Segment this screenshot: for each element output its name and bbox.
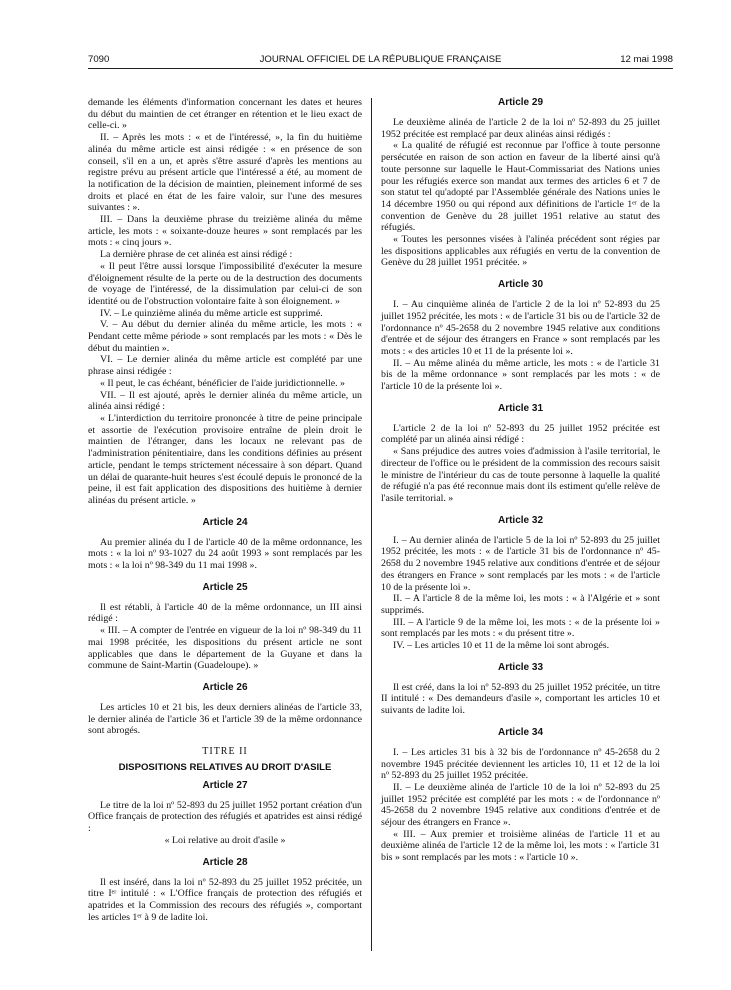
paragraph: Il est créé, dans la loi nº 52-893 du 25 juillet 1952 précitée, un titre II intitulé : « Des demandeurs d'asile », comportant les articles 10 et suivants de ladite loi. (381, 681, 660, 717)
paragraph: Il est inséré, dans la loi nº 52-893 du 25 juillet 1952 précitée, un titre Iᵉʳ intitulé : « L'Office français de protection des réfugiés et apatrides et la Commission des recours des réfugiés », comportant les articles 1ᵉʳ à 9 de ladite loi. (88, 876, 362, 923)
article-heading: Article 32 (497, 514, 544, 526)
paragraph: I. – Au dernier alinéa de l'article 5 de la loi nº 52-893 du 25 juillet 1952 précitée, les mots : « de l'article 31 bis de l'ordonnance nº 45-2658 du 2 novembre 1945 relative aux conditions d'entrée et de séjour des étrangers en France » sont remplacés par les mots : « de l'article 10 de la présente loi ». (381, 534, 660, 593)
paragraph: II. – Après les mots : « et de l'intéressé, », la fin du huitième alinéa du même article est ainsi rédigée : « en présence de son conseil, s'il en a un, et après s'être assuré d'après les mentions au registre prévu au présent article que l'intéressé a été, au moment de la notification de la décision de maintien, pleinement informé de ses droits et placé en état de les faire valoir, sur l'une des mesures suivantes : ». (88, 132, 362, 214)
paragraph: « Toutes les personnes visées à l'alinéa précédent sont régies par les dispositions applicables aux réfugiés en vertu de la convention de Genève du 28 juillet 1951 précitée. » (381, 234, 660, 269)
article-heading: Article 26 (202, 681, 248, 693)
paragraph: « Sans préjudice des autres voies d'admission à l'asile territorial, le directeur de l'office ou le président de la commission des recours saisit le ministre de l'intérieur du cas de toute personne à laquelle la qualité de réfugié n'a pas été reconnue mais dont ils estiment qu'elle relève de l'asile territorial. » (381, 446, 660, 504)
paragraph: IV. – Le quinzième alinéa du même article est supprimé. (100, 307, 323, 319)
paragraph: Le titre de la loi nº 52-893 du 25 juillet 1952 portant création d'un Office français de protection des réfugiés et apatrides est ainsi rédigé : (88, 799, 362, 835)
page-header (88, 54, 673, 68)
article-heading: Article 27 (202, 779, 248, 791)
paragraph: « La qualité de réfugié est reconnue par l'office à toute personne persécutée en raison de son action en faveur de la liberté ainsi qu'à toute personne sur laquelle le Haut-Commissariat des Nations unies pour les réfugiés exerce son mandat aux termes des articles 6 et 7 de son statut tel qu'adopté par l'Assemblée générale des Nations unies le 14 décembre 1950 ou qui répond aux définitions de l'article 1ᵉʳ de la convention de Genève du 28 juillet 1951 relative au statut des réfugiés. (381, 140, 660, 234)
right-column (381, 97, 660, 864)
article-heading: Article 25 (202, 581, 248, 593)
paragraph: « III. – A compter de l'entrée en vigueur de la loi nº 98-349 du 11 mai 1998 précitée, les dispositions du présent article ne sont applicables que dans le département de la Guyane et dans la commune de Saint-Martin (Guadeloupe). » (88, 625, 362, 672)
paragraph: « III. – Aux premier et troisième alinéas de l'article 11 et au deuxième alinéa de l'article 12 de la même loi, les mots : « l'article 31 bis » sont remplacés par les mots : « l'article 10 ». (381, 828, 660, 864)
paragraph: III. – Dans la deuxième phrase du treizième alinéa du même article, les mots : « soixante-douze heures » sont remplacés par les mots : « cinq jours ». (88, 214, 362, 249)
header-rule (88, 68, 673, 69)
article-heading: Article 24 (202, 516, 248, 528)
paragraph: VI. – Le dernier alinéa du même article est complété par une phrase ainsi rédigée : (88, 354, 362, 378)
journal-title: JOURNAL OFFICIEL DE LA RÉPUBLIQUE FRANÇAISE (259, 54, 502, 65)
paragraph: I. – Au cinquième alinéa de l'article 2 de la loi nº 52-893 du 25 juillet 1952 précitée, les mots : « de l'article 31 bis ou de l'article 32 de l'ordonnance nº 45-2658 du 2 novembre 1945 relative aux conditions d'entrée et de séjour des étrangers en France » sont remplacés par les mots : « des articles 10 et 11 de la présente loi ». (381, 299, 660, 357)
article-heading: Article 29 (497, 97, 544, 108)
article-heading: Article 33 (497, 661, 544, 673)
title-heading: TITRE II (202, 746, 248, 758)
paragraph: Au premier alinéa du I de l'article 40 de la même ordonnance, les mots : « la loi nº 93-1027 du 24 août 1993 » sont remplacés par les mots : « la loi nº 98-349 du 11 mai 1998 ». (88, 536, 362, 572)
paragraph: IV. – Les articles 10 et 11 de la même loi sont abrogés. (393, 640, 610, 652)
article-heading: Article 34 (497, 726, 544, 738)
paragraph: II. – A l'article 8 de la même loi, les mots : « à l'Algérie et » sont supprimés. (381, 593, 660, 616)
quoted-title: « Loi relative au droit d'asile » (164, 834, 286, 846)
article-heading: Article 31 (497, 402, 544, 414)
paragraph: Les articles 10 et 21 bis, les deux derniers alinéas de l'article 33, le dernier alinéa de l'article 36 et l'article 39 de la même ordonnance sont abrogés. (88, 701, 362, 737)
article-heading: Article 28 (202, 856, 248, 868)
paragraph: « L'interdiction du territoire prononcée à titre de peine principale et assortie de l'exécution provisoire entraîne de plein droit le maintien de l'étranger, dans les locaux ne relevant pas de l'administration pénitentiaire, dans les conditions définies au présent article, pendant le temps strictement nécessaire à son départ. Quand un délai de quarante-huit heures s'est écoulé depuis le prononcé de la peine, il est fait application des dispositions des huitième à dernier alinéas du présent article. » (88, 412, 362, 506)
paragraph: I. – Les articles 31 bis à 32 bis de l'ordonnance nº 45-2658 du 2 novembre 1945 précitée deviennent les articles 10, 11 et 12 de la loi nº 52-893 du 25 juillet 1952 précitée. (381, 746, 660, 782)
page-number: 7090 (88, 54, 110, 65)
paragraph: V. – Au début du dernier alinéa du même article, les mots : « Pendant cette même période » sont remplacés par les mots : « Dès le début du maintien ». (88, 319, 362, 354)
paragraph: « Il peut l'être aussi lorsque l'impossibilité d'exécuter la mesure d'éloignement résulte de la perte ou de la destruction des documents de voyage de l'intéressé, de la dissimulation par celui-ci de son identité ou de l'obstruction volontaire faite à son éloignement. » (88, 260, 362, 307)
left-column (88, 97, 362, 923)
column-divider (371, 98, 372, 951)
publication-date: 12 mai 1998 (620, 54, 673, 65)
paragraph: La dernière phrase de cet alinéa est ainsi rédigé : (100, 249, 293, 261)
title-subheading: DISPOSITIONS RELATIVES AU DROIT D'ASILE (118, 761, 332, 773)
paragraph: VII. – Il est ajouté, après le dernier alinéa du même article, un alinéa ainsi rédigé : (88, 389, 362, 413)
paragraph: demande les éléments d'information concernant les dates et heures du début du maintien de cet étranger en rétention et le lieu exact de celle-ci. » (88, 97, 362, 132)
paragraph: Le deuxième alinéa de l'article 2 de la loi nº 52-893 du 25 juillet 1952 précitée est remplacé par deux alinéas ainsi rédigés : (381, 117, 660, 140)
paragraph: II. – Le deuxième alinéa de l'article 10 de la loi nº 52-893 du 25 juillet 1952 précitée est complété par les mots : « de l'ordonnance nº 45-2658 du 2 novembre 1945 relative aux conditions d'entrée et de séjour des étrangers en France ». (381, 781, 660, 829)
paragraph: III. – A l'article 9 de la même loi, les mots : « de la présente loi » sont remplacés par les mots : « du présent titre ». (381, 616, 660, 640)
paragraph: « Il peut, le cas échéant, bénéficier de l'aide juridictionnelle. » (100, 377, 345, 389)
paragraph: Il est rétabli, à l'article 40 de la même ordonnance, un III ainsi rédigé : (88, 601, 362, 625)
article-heading: Article 30 (497, 279, 544, 291)
paragraph: II. – Au même alinéa du même article, les mots : « de l'article 31 bis de la même ordonnance » sont remplacés par les mots : « de l'article 10 de la présente loi ». (381, 357, 660, 393)
paragraph: L'article 2 de la loi nº 52-893 du 25 juillet 1952 précitée est complété par un alinéa ainsi rédigé : (381, 422, 660, 446)
